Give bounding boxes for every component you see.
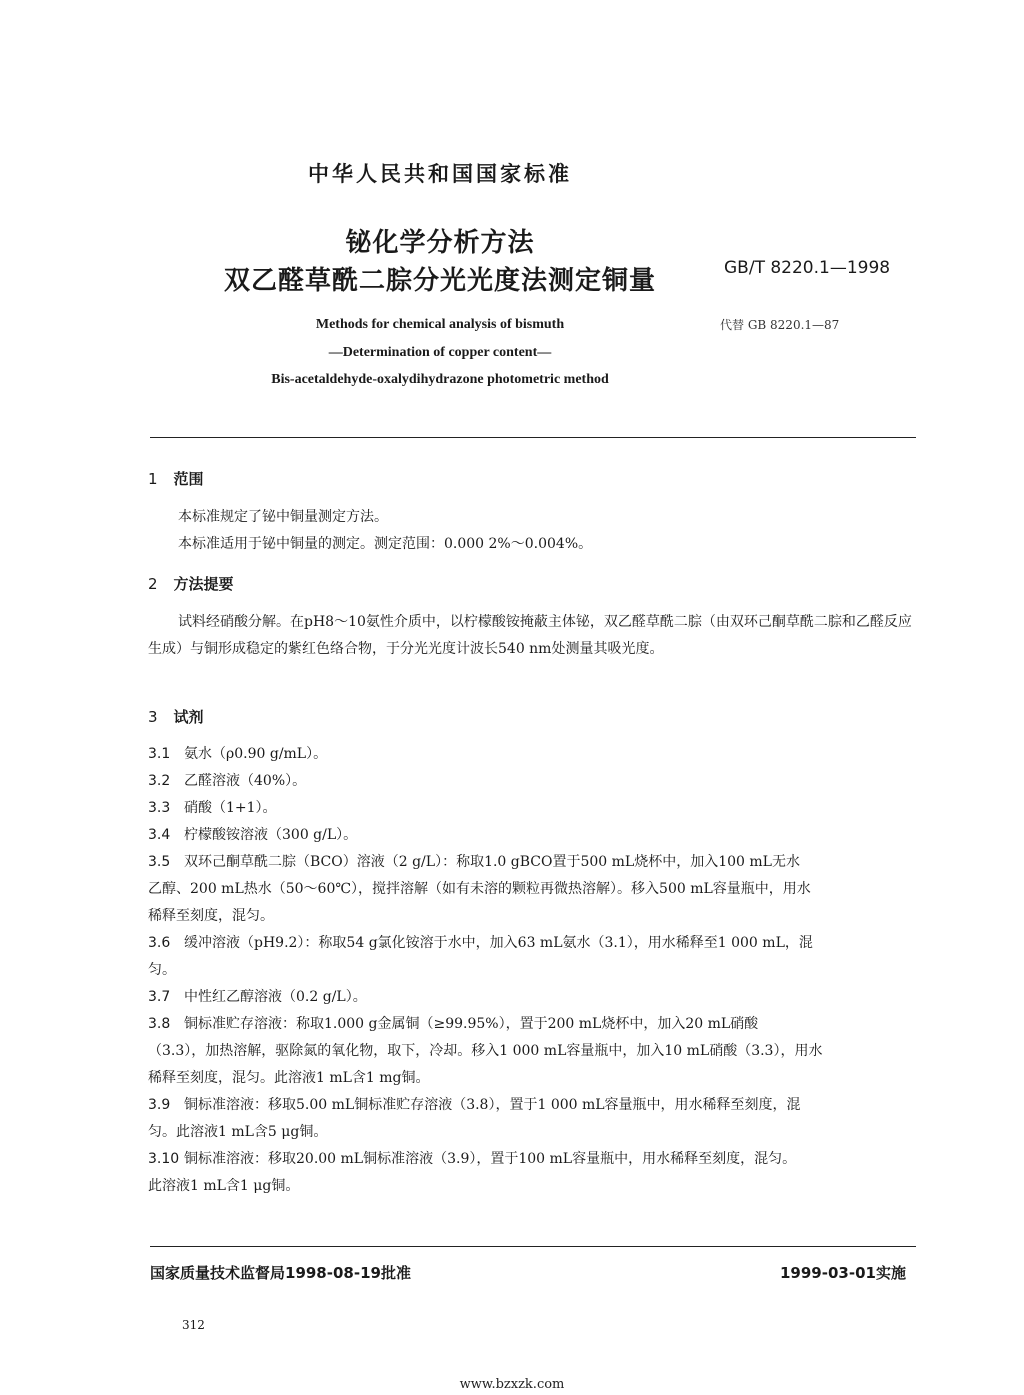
- item-number: 3.5: [148, 854, 171, 870]
- item-number: 3.3: [148, 800, 171, 816]
- item-continuation: 稀释至刻度，混匀。此溶液1 mL含1 mg铜。: [148, 1070, 430, 1086]
- item-continuation: 此溶液1 mL含1 μg铜。: [148, 1178, 300, 1194]
- reagent-item: [148, 741, 920, 768]
- reagent-item: [148, 1146, 920, 1200]
- section-1-paragraph-1: 本标准规定了铋中铜量测定方法。: [178, 509, 388, 525]
- item-continuation: （3.3），加热溶解，驱除氮的氧化物，取下，冷却。移入1 000 mL容量瓶中，加入10 mL硝酸（3.3），用水: [148, 1043, 823, 1059]
- item-text: 双环己酮草酰二腙（BCO）溶液（2 g/L）：称取1.0 gBCO置于500 mL烧杯中，加入100 mL无水: [184, 854, 800, 870]
- reagent-item: [148, 1011, 920, 1092]
- reagent-item: [148, 822, 920, 849]
- section-title: 方法提要: [173, 575, 234, 593]
- section-1-heading: [148, 468, 204, 489]
- standard-number: GB/T 8220.1—1998: [724, 258, 891, 278]
- item-continuation: 稀释至刻度，混匀。: [148, 908, 274, 924]
- reagent-item: [148, 768, 920, 795]
- item-text: 硝酸（1+1）。: [184, 800, 277, 816]
- title-zh-line1: 铋化学分析方法: [345, 228, 535, 258]
- item-text: 铜标准溶液：移取5.00 mL铜标准贮存溶液（3.8），置于1 000 mL容量瓶中，用水稀释至刻度，混: [184, 1097, 801, 1113]
- page-number: 312: [182, 1318, 205, 1332]
- title-zh-line2: 双乙醛草酰二腙分光光度法测定铜量: [223, 266, 656, 296]
- reagent-item: [148, 795, 920, 822]
- title-en-line2: —Determination of copper content—: [328, 345, 552, 360]
- section-title: 试剂: [173, 708, 204, 726]
- item-number: 3.4: [148, 827, 171, 843]
- national-standard-heading: 中华人民共和国国家标准: [308, 162, 572, 186]
- reagent-item: [148, 984, 920, 1011]
- reagent-item: [148, 930, 920, 984]
- reagent-item: [148, 1092, 920, 1146]
- section-1-paragraph-2: 本标准适用于铋中铜量的测定。测定范围：0.000 2%～0.004%。: [178, 536, 593, 552]
- website-watermark: www.bzxzk.com: [459, 1377, 565, 1392]
- section-2-paragraph: 试料经硝酸分解。在pH8～10氨性介质中，以柠檬酸铵掩蔽主体铋，双乙醛草酰二腙（由双环己酮草酰二腙和乙醛反应生成）与铜形成稳定的紫红色络合物，于分光光度计波长540 nm处测量其吸光度。: [148, 614, 912, 657]
- item-continuation: 匀。: [148, 962, 176, 978]
- item-number: 3.10: [148, 1151, 180, 1167]
- section-title: 范围: [173, 470, 204, 488]
- item-number: 3.7: [148, 989, 171, 1005]
- reagent-item: [148, 849, 920, 930]
- item-continuation: 匀。此溶液1 mL含5 μg铜。: [148, 1124, 328, 1140]
- item-text: 铜标准贮存溶液：称取1.000 g金属铜（≥99.95%），置于200 mL烧杯中，加入20 mL硝酸: [184, 1016, 759, 1032]
- item-text: 缓冲溶液（pH9.2）：称取54 g氯化铵溶于水中，加入63 mL氨水（3.1），用水稀释至1 000 mL，混: [184, 935, 813, 951]
- section-2-heading: [148, 573, 234, 594]
- item-continuation: 乙醇、200 mL热水（50～60℃），搅拌溶解（如有未溶的颗粒再微热溶解）。移入500 mL容量瓶中，用水: [148, 881, 811, 897]
- title-en-line3: Bis-acetaldehyde-oxalydihydrazone photometric method: [271, 372, 609, 387]
- implementation-date: 1999-03-01实施: [780, 1264, 906, 1282]
- item-text: 铜标准溶液：移取20.00 mL铜标准溶液（3.9），置于100 mL容量瓶中，用水稀释至刻度，混匀。: [184, 1151, 797, 1167]
- item-text: 柠檬酸铵溶液（300 g/L）。: [184, 827, 358, 843]
- replaces-standard: 代替 GB 8220.1—87: [720, 318, 840, 332]
- section-number: 1: [148, 470, 158, 488]
- item-text: 乙醛溶液（40%）。: [184, 773, 307, 789]
- item-text: 中性红乙醇溶液（0.2 g/L）。: [184, 989, 367, 1005]
- footer-divider: [150, 1246, 916, 1247]
- item-number: 3.2: [148, 773, 171, 789]
- section-number: 3: [148, 708, 158, 726]
- title-en-line1: Methods for chemical analysis of bismuth: [315, 317, 565, 332]
- item-number: 3.6: [148, 935, 171, 951]
- item-text: 氨水（ρ0.90 g/mL）。: [184, 746, 328, 762]
- item-number: 3.8: [148, 1016, 171, 1032]
- section-3-heading: [148, 706, 204, 727]
- section-number: 2: [148, 575, 158, 593]
- item-number: 3.1: [148, 746, 171, 762]
- item-number: 3.9: [148, 1097, 171, 1113]
- approval-line: 国家质量技术监督局1998-08-19批准: [150, 1264, 411, 1282]
- header-divider: [150, 437, 916, 438]
